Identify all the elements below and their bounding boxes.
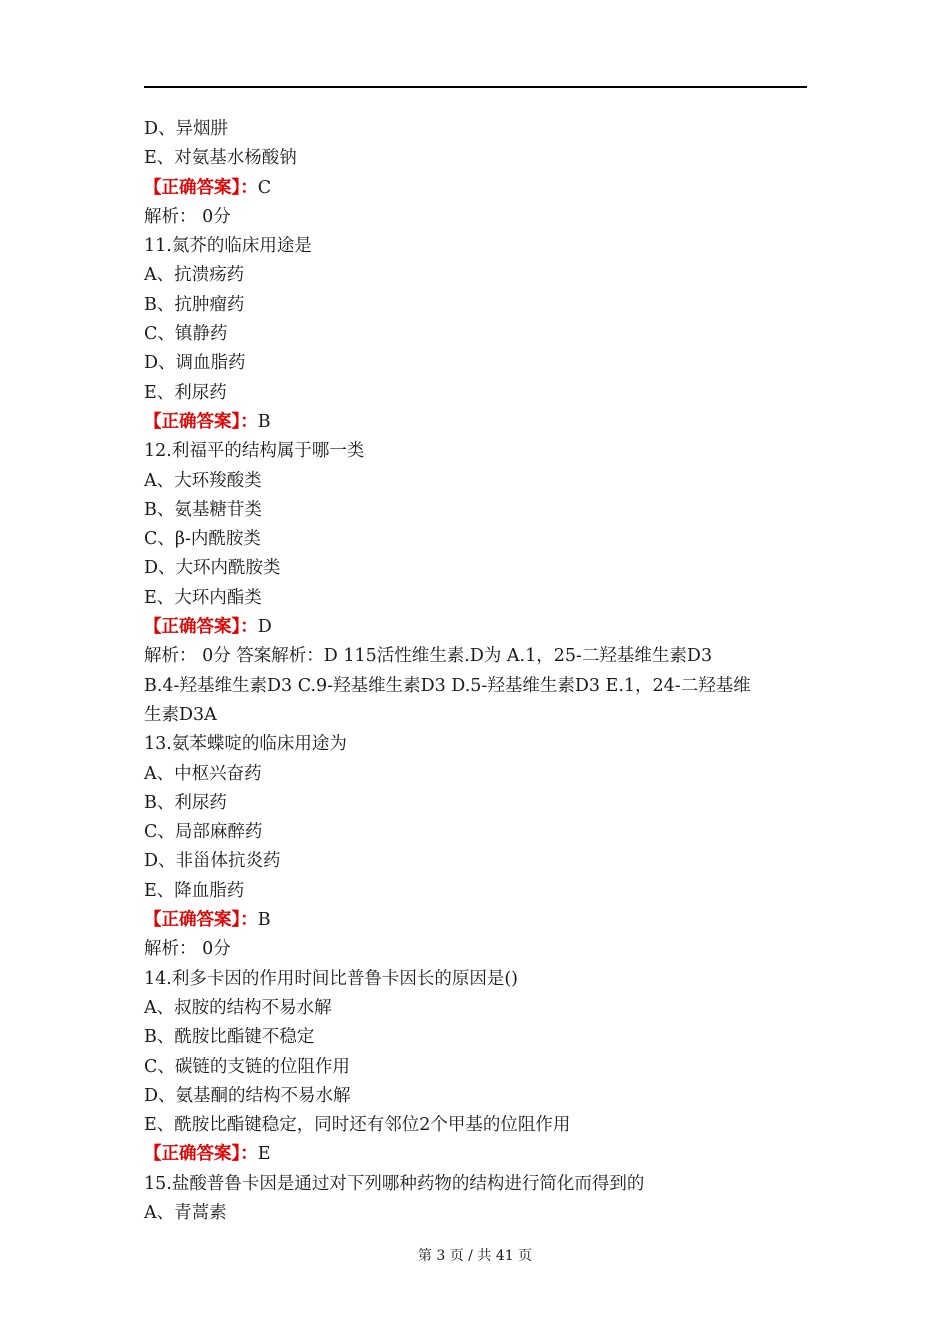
text-line: E、酰胺比酯键稳定，同时还有邻位2个甲基的位阻作用 — [144, 1115, 571, 1136]
correct-answer-label: 【正确答案】： — [144, 1144, 258, 1165]
correct-answer-value: B — [257, 910, 271, 931]
text-line: B、氨基糖苷类 — [144, 499, 262, 520]
document-body — [144, 115, 814, 1228]
text-line: B、酰胺比酯键不稳定 — [144, 1027, 315, 1048]
correct-answer-value: E — [257, 1144, 271, 1165]
text-line: 生素D3A — [144, 704, 217, 725]
text-line: B.4-羟基维生素D3 C.9-羟基维生素D3 D.5-羟基维生素D3 E.1，24-二羟基维 — [144, 675, 751, 696]
correct-answer-value: D — [257, 617, 272, 638]
correct-answer-line — [144, 906, 814, 935]
text-line: C、碳链的支链的位阻作用 — [144, 1056, 350, 1077]
text-line: B、利尿药 — [144, 792, 227, 813]
correct-answer-line — [144, 408, 814, 437]
header-rule — [144, 86, 807, 88]
question-stem: 11.氮芥的临床用途是 — [144, 236, 312, 257]
question-stem: 13.氨苯蝶啶的临床用途为 — [144, 734, 347, 755]
question-stem: 14.利多卡因的作用时间比普鲁卡因长的原因是() — [144, 968, 518, 989]
text-line: D、氨基酮的结构不易水解 — [144, 1085, 351, 1106]
text-line: C、局部麻醉药 — [144, 822, 263, 843]
text-line: 解析： 0分 — [144, 939, 231, 960]
correct-answer-label: 【正确答案】： — [144, 910, 258, 931]
text-line: A、叔胺的结构不易水解 — [144, 997, 332, 1018]
text-line: E、利尿药 — [144, 382, 227, 403]
text-line: 解析： 0分 答案解析：D 115活性维生素.D为 A.1，25-二羟基维生素D3 — [144, 646, 713, 667]
text-line: D、非甾体抗炎药 — [144, 851, 281, 872]
correct-answer-label: 【正确答案】： — [144, 617, 258, 638]
correct-answer-value: B — [257, 411, 271, 432]
question-stem: 12.利福平的结构属于哪一类 — [144, 441, 365, 462]
text-line: A、抗溃疡药 — [144, 265, 245, 286]
text-line: C、β-内酰胺类 — [144, 529, 261, 550]
text-line: E、对氨基水杨酸钠 — [144, 148, 297, 169]
correct-answer-label: 【正确答案】： — [144, 177, 258, 198]
page-footer: 第 3 页 / 共 41 页 — [417, 1248, 533, 1264]
text-line: 解析： 0分 — [144, 206, 231, 227]
correct-answer-label: 【正确答案】： — [144, 411, 258, 432]
question-stem: 15.盐酸普鲁卡因是通过对下列哪种药物的结构进行简化而得到的 — [144, 1173, 645, 1194]
text-line: C、镇静药 — [144, 324, 228, 345]
correct-answer-line — [144, 1140, 814, 1169]
correct-answer-line — [144, 613, 814, 642]
text-line: D、大环内酰胺类 — [144, 558, 281, 579]
text-line: D、异烟肼 — [144, 119, 229, 139]
text-line: A、大环羧酸类 — [144, 470, 262, 491]
text-line: A、青蒿素 — [144, 1202, 227, 1223]
text-line: D、调血脂药 — [144, 353, 246, 374]
text-line: E、降血脂药 — [144, 880, 245, 901]
text-line: B、抗肿瘤药 — [144, 294, 245, 315]
text-line: A、中枢兴奋药 — [144, 763, 262, 784]
correct-answer-value: C — [257, 177, 272, 198]
correct-answer-line — [144, 174, 814, 203]
text-line: E、大环内酯类 — [144, 587, 262, 608]
